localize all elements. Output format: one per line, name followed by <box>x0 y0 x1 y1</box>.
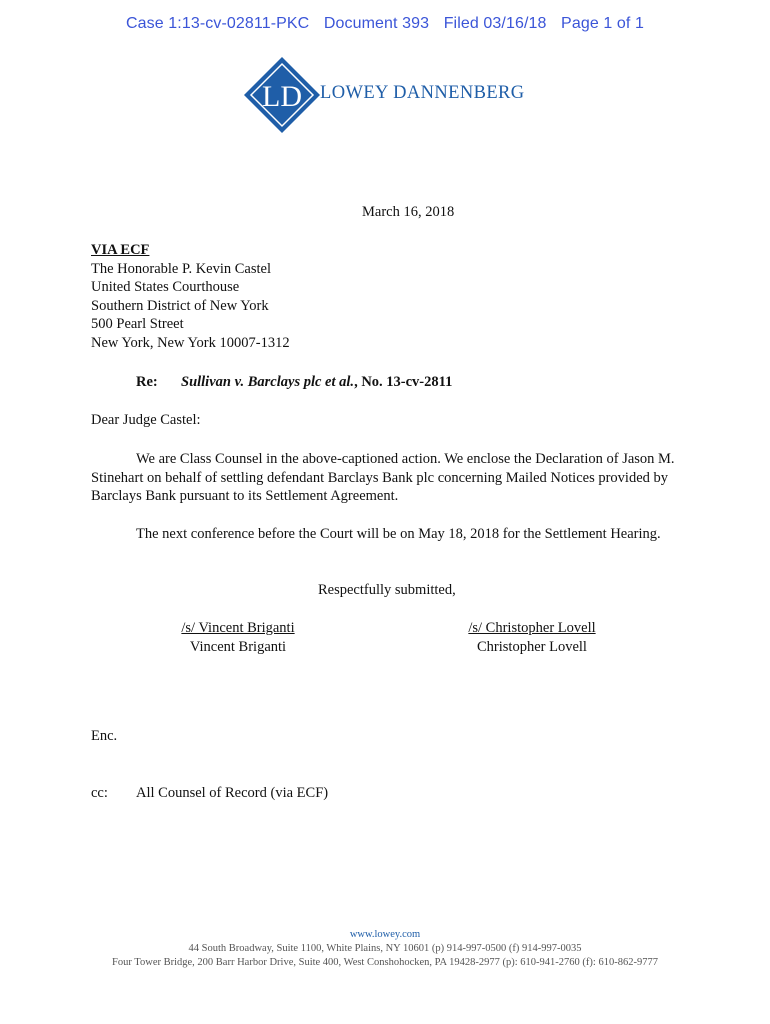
paragraph-line: We are Class Counsel in the above-captioned action. We enclose the Declaration of Jason M. <box>136 451 675 467</box>
page-indicator: Page 1 of 1 <box>561 15 644 32</box>
salutation: Dear Judge Castel: <box>91 412 201 428</box>
recipient-line: United States Courthouse <box>91 279 240 295</box>
paragraph-line: Stinehart on behalf of settling defendant Barclays Bank plc concerning Mailed Notices provided by <box>91 469 669 486</box>
office-address-white-plains: 44 South Broadway, Suite 1100, White Plains, NY 10601 (p) 914-997-0500 (f) 914-997-0035 <box>188 943 582 954</box>
recipient-line: 500 Pearl Street <box>91 316 184 332</box>
signature-block-lovell <box>458 619 606 656</box>
case-docket-number: , No. 13-cv-2811 <box>354 374 453 390</box>
recipient-line: Southern District of New York <box>91 297 269 314</box>
enclosure-note: Enc. <box>91 728 118 744</box>
electronic-signature: /s/ Christopher Lovell <box>468 620 596 636</box>
firm-website: www.lowey.com <box>349 929 421 940</box>
filed-date: Filed 03/16/18 <box>443 15 547 32</box>
recipient-block <box>91 241 290 352</box>
document-number: Document 393 <box>323 15 430 32</box>
paragraph-line: Barclays Bank pursuant to its Settlement Agreement. <box>91 488 399 504</box>
recipient-line: The Honorable P. Kevin Castel <box>91 260 272 277</box>
re-label: Re: <box>136 374 158 390</box>
cc-line <box>91 784 328 803</box>
recipient-line: New York, New York 10007-1312 <box>91 334 290 351</box>
case-name: Sullivan v. Barclays plc et al. <box>181 374 355 390</box>
firm-logo <box>244 57 320 138</box>
electronic-signature: /s/ Vincent Briganti <box>181 620 295 636</box>
case-number: Case 1:13-cv-02811-PKC <box>126 15 310 32</box>
ld-monogram-icon <box>244 57 320 133</box>
closing: Respectfully submitted, <box>318 582 456 598</box>
letter-date: March 16, 2018 <box>362 204 455 220</box>
body-paragraph-2: The next conference before the Court will be on May 18, 2018 for the Settlement Hearing. <box>136 526 661 542</box>
cc-recipients: All Counsel of Record (via ECF) <box>136 785 329 801</box>
ecf-header-stamp <box>0 15 770 33</box>
signer-name: Christopher Lovell <box>477 638 587 655</box>
firm-name: LOWEY DANNENBERG <box>320 83 525 103</box>
re-line <box>91 373 452 392</box>
via-ecf: VIA ECF <box>91 242 150 258</box>
cc-label: cc: <box>91 785 108 801</box>
body-paragraph-1 <box>91 450 675 506</box>
signer-name: Vincent Briganti <box>189 638 287 655</box>
office-address-west-conshohocken: Four Tower Bridge, 200 Barr Harbor Drive, Suite 400, West Conshohocken, PA 19428-2977 (p): 610-941-2760 (f): 610-862-9777 <box>112 957 658 968</box>
letterhead-footer <box>0 928 770 970</box>
logo-monogram-text: LD <box>262 80 302 113</box>
signature-block-briganti <box>168 619 308 656</box>
